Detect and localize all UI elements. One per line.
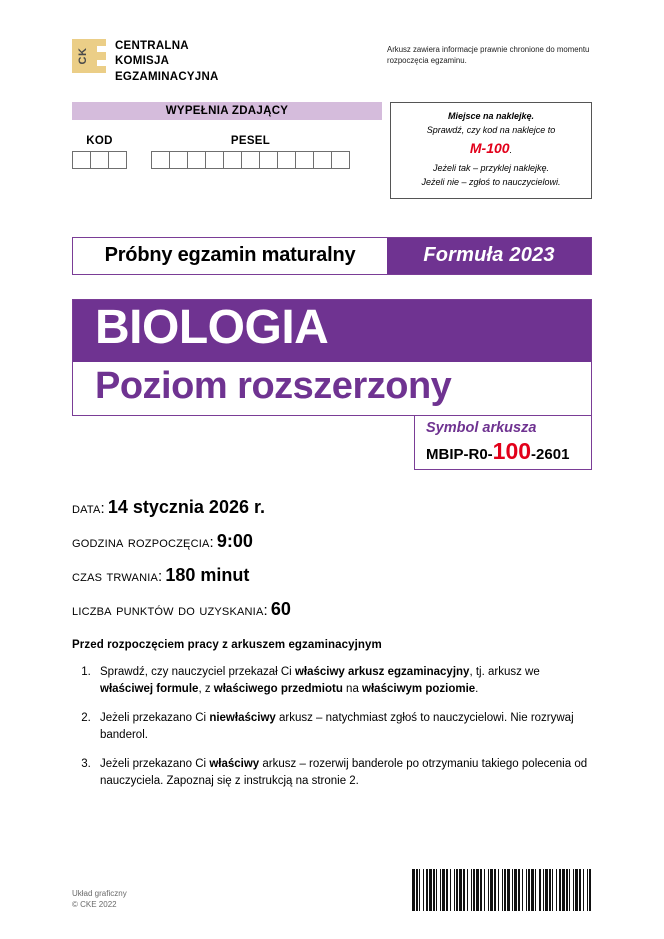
pesel-field-group [151, 135, 350, 169]
logo-line-3: EGZAMINACYJNA [115, 70, 219, 83]
symbol-highlight: 100 [492, 437, 532, 464]
input-cell[interactable] [151, 151, 170, 169]
meta-value: 180 minut [165, 565, 250, 586]
kod-label: KOD [86, 134, 113, 147]
meta-value: 14 stycznia 2026 r. [107, 497, 265, 518]
page-footer [72, 869, 592, 911]
barcode [412, 869, 592, 911]
logo-line-1: CENTRALNA [115, 40, 189, 52]
exam-type-bar [72, 237, 592, 275]
sticker-code-suffix: . [509, 145, 513, 156]
sticker-check-line: Sprawdź, czy kod na naklejce to [426, 124, 556, 135]
pesel-label: PESEL [230, 134, 271, 147]
input-cell[interactable] [223, 151, 242, 169]
kod-input[interactable] [72, 151, 127, 169]
exam-formula-label: Formuła 2023 [387, 238, 591, 274]
page-header [72, 0, 592, 85]
sticker-if-yes: Jeżeli tak – przyklej naklejkę. [432, 163, 550, 174]
instruction-item: 3. Jeżeli przekazano Ci właściwy arkusz – rozerwij banderole po otrzymaniu takiego polecenia od nauczyciela. Zapoznaj się z instrukcją na stronie 2. [94, 756, 592, 790]
exam-meta-list [72, 498, 592, 619]
meta-value: 60 [270, 599, 291, 620]
kod-field-group [72, 135, 127, 169]
logo-notch-top [97, 46, 106, 52]
sheet-symbol-title: Symbol arkusza [426, 419, 537, 436]
meta-label: godzina rozpoczęcia: [72, 534, 214, 552]
pesel-input[interactable] [151, 151, 350, 169]
input-cell[interactable] [313, 151, 332, 169]
copyright-line-2: © CKE 2022 [72, 900, 117, 910]
input-cell[interactable] [259, 151, 278, 169]
instruction-item: 1. Sprawdź, czy nauczyciel przekazał Ci właściwy arkusz egzaminacyjny, tj. arkusz we właściwej formule, z właściwego przedmiotu na właściwym poziomie. [94, 664, 592, 698]
input-cell[interactable] [108, 151, 127, 169]
candidate-fields [72, 102, 382, 169]
instruction-item: 2. Jeżeli przekazano Ci niewłaściwy arkusz – natychmiast zgłoś to nauczycielowi. Nie rozrywaj banderol. [94, 710, 592, 744]
input-cell[interactable] [331, 151, 350, 169]
meta-line [72, 600, 592, 619]
input-cell[interactable] [187, 151, 206, 169]
input-cell[interactable] [169, 151, 188, 169]
logo-line-2: KOMISJA [115, 55, 170, 68]
fill-banner: WYPEŁNIA ZDAJĄCY [72, 102, 382, 120]
cke-logo [72, 38, 219, 85]
meta-label: data: [72, 500, 105, 518]
sticker-placement-box [390, 102, 592, 199]
input-cell[interactable] [241, 151, 260, 169]
sticker-title: Miejsce na naklejkę. [447, 110, 535, 121]
subject-block [72, 299, 592, 416]
cke-logo-mark-text: CK [77, 47, 89, 65]
instructions-list [72, 664, 592, 790]
copyright-note [72, 888, 127, 911]
input-cell[interactable] [295, 151, 314, 169]
sticker-if-no: Jeżeli nie – zgłoś to nauczycielowi. [421, 177, 561, 188]
exam-type-label: Próbny egzamin maturalny [73, 238, 387, 274]
meta-label: liczba punktów do uzyskania: [72, 602, 268, 620]
barcode-bar [591, 869, 592, 911]
input-cell[interactable] [90, 151, 109, 169]
symbol-suffix: -2601 [531, 445, 570, 463]
meta-value: 9:00 [216, 531, 253, 552]
meta-line [72, 532, 592, 551]
input-cell[interactable] [205, 151, 224, 169]
input-cell[interactable] [72, 151, 91, 169]
symbol-wrap [72, 416, 592, 470]
meta-line [72, 566, 592, 585]
instructions-title: Przed rozpoczęciem pracy z arkuszem egzaminacyjnym [72, 639, 382, 652]
cke-logo-mark-icon [72, 39, 106, 73]
symbol-prefix: MBIP-R0- [426, 445, 493, 463]
cke-logo-text [115, 38, 219, 85]
subject-name: BIOLOGIA [73, 300, 591, 362]
copyright-line-1: Układ graficzny [72, 888, 127, 898]
meta-line [72, 498, 592, 517]
sticker-code: M-100 [469, 140, 510, 157]
input-cell[interactable] [277, 151, 296, 169]
candidate-fill-section [72, 102, 592, 199]
sheet-symbol-code [426, 439, 580, 464]
meta-label: czas trwania: [72, 568, 163, 586]
sheet-symbol-box [414, 416, 592, 470]
subject-level: Poziom rozszerzony [73, 362, 591, 415]
logo-notch-bottom [97, 60, 106, 66]
protection-note: Arkusz zawiera informacje prawnie chronione do momentu rozpoczęcia egzaminu. [387, 45, 590, 66]
code-fields-row [72, 135, 382, 169]
sticker-code-line [397, 138, 585, 159]
